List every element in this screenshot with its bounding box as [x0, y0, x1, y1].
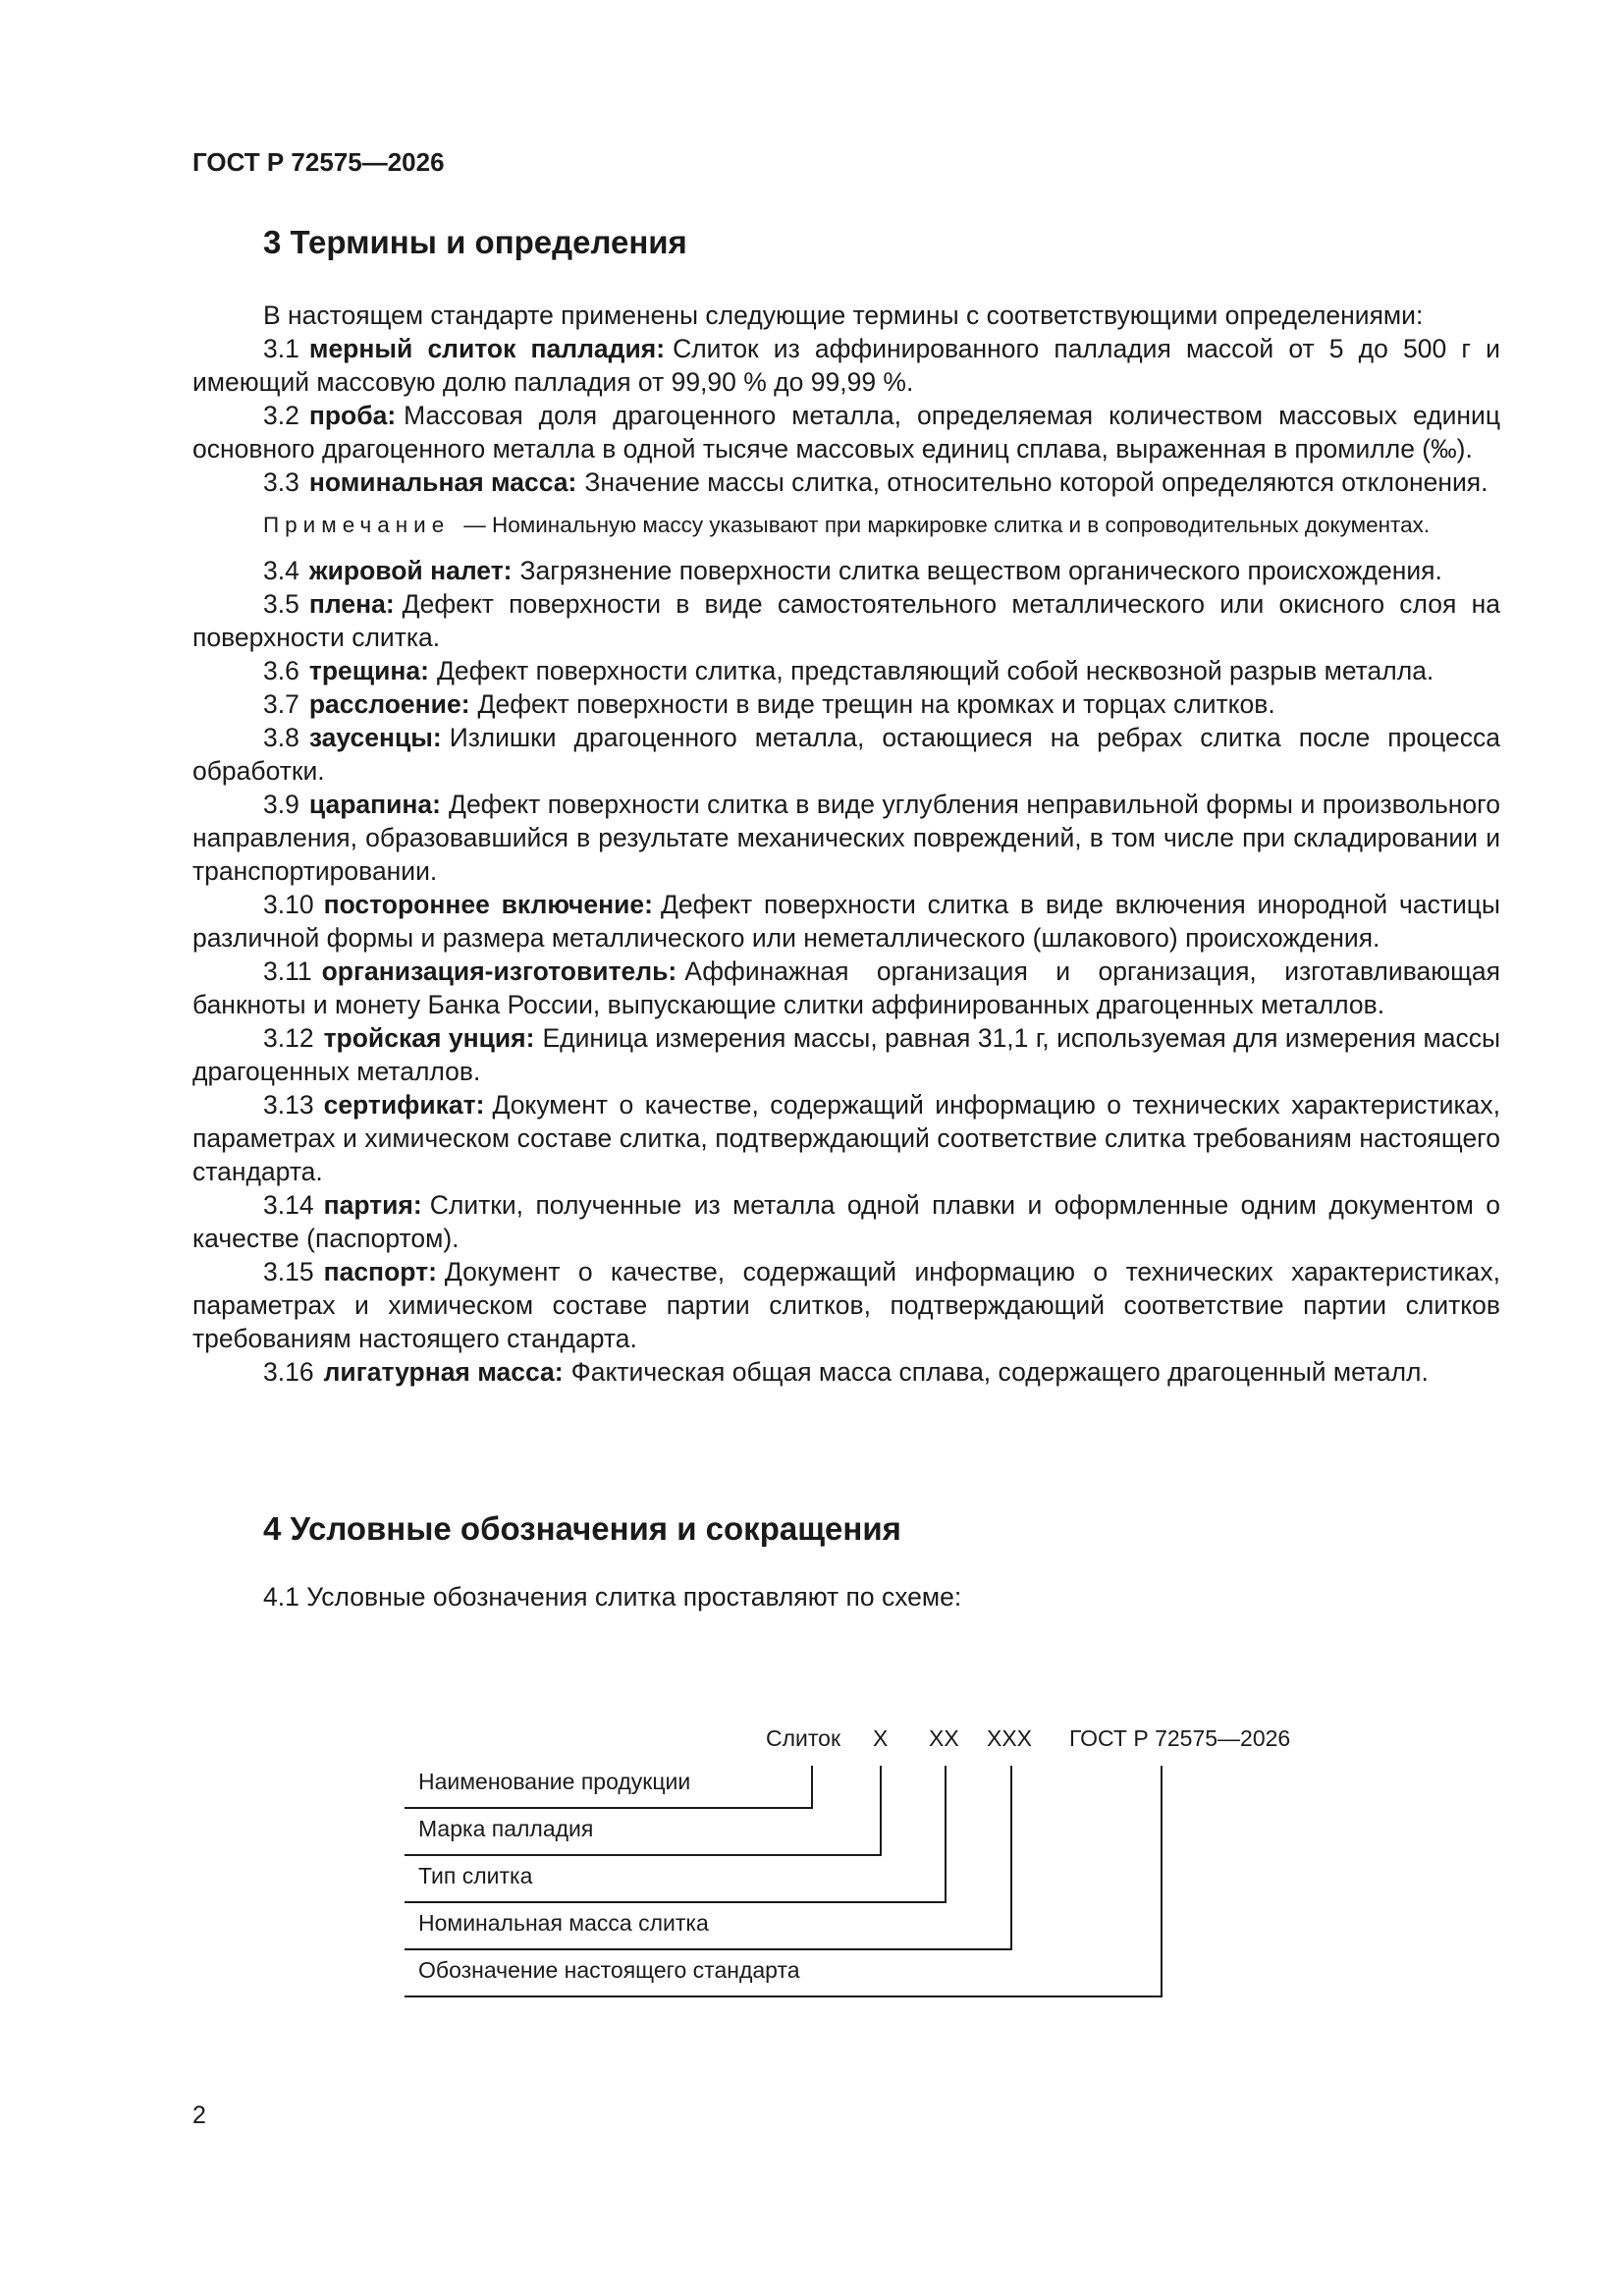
section-4-title: 4 Условные обозначения и сокращения — [263, 1510, 901, 1547]
term-name: постороннее включение: — [323, 890, 653, 919]
term-definition: Аффинажная организация и организация, изготавливающая банкноты и монету Банка России, выпускающие слитки аффинированных драгоценных металлов. — [192, 957, 1500, 1019]
term-name: царапина: — [308, 790, 441, 819]
term-definition: Документ о качестве, содержащий информацию о технических характеристиках, параметрах и химическом составе слитка, подтверждающий соответствие слитка требованиям настоящего стандарта. — [192, 1090, 1500, 1186]
label-standard: Обозначение настоящего стандарта — [418, 1957, 800, 1983]
term-name: плена: — [308, 589, 395, 619]
note-label: Примечание — [263, 513, 451, 537]
term-name: лигатурная масса: — [323, 1357, 564, 1387]
term-number: 3.8 — [263, 723, 299, 752]
label-nominal-mass: Номинальная масса слитка — [418, 1910, 709, 1936]
designation-grade: X — [873, 1725, 889, 1751]
term-name: жировой налет: — [308, 556, 513, 585]
term-definition: Фактическая общая масса сплава, содержащего драгоценный металл. — [570, 1357, 1429, 1387]
term-number: 3.12 — [263, 1023, 314, 1053]
term-number: 3.16 — [263, 1357, 314, 1387]
term-definition: Единица измерения массы, равная 31,1 г, используемая для измерения массы драгоценных металлов. — [192, 1023, 1501, 1086]
section-3-intro: В настоящем стандарте применены следующие термины с соответствующими определениями: — [263, 301, 1424, 330]
term-name: паспорт: — [323, 1257, 437, 1286]
designation-standard: ГОСТ Р 72575—2026 — [1069, 1725, 1291, 1751]
term-name: заусенцы: — [308, 723, 442, 752]
standard-header: ГОСТ Р 72575—2026 — [192, 147, 445, 177]
term-number: 3.11 — [263, 957, 312, 986]
term-definition: Дефект поверхности слитка в виде включения инородной частицы различной формы и размера металлического или неметаллического (шлакового) происхождения. — [192, 890, 1500, 953]
term-number: 3.5 — [263, 589, 299, 619]
term-definition: Излишки драгоценного металла, остающиеся на ребрах слитка после процесса обработки. — [192, 723, 1500, 786]
term-number: 3.7 — [263, 689, 299, 719]
term-name: партия: — [323, 1190, 422, 1220]
term-name: трещина: — [308, 656, 429, 685]
designation-product: Слиток — [766, 1725, 841, 1751]
term-number: 3.2 — [263, 401, 299, 430]
term-name: сертификат: — [323, 1090, 485, 1120]
term-name: номинальная масса: — [308, 467, 577, 497]
term-definition: Слиток из аффинированного палладия массой от 5 до 500 г и имеющий массовую долю палладия от 99,90 % до 99,99 %. — [192, 334, 1500, 397]
term-definition: Дефект поверхности в виде самостоятельного металлического или окисного слоя на поверхности слитка. — [192, 589, 1500, 652]
term-definition: Массовая доля драгоценного металла, определяемая количеством массовых единиц основного драгоценного металла в одной тысяче массовых единиц сплава, выраженная в промилле (‰). — [192, 401, 1500, 464]
term-number: 3.3 — [263, 467, 299, 497]
term-definition: Загрязнение поверхности слитка веществом органического происхождения. — [519, 556, 1442, 585]
term-name: тройская унция: — [323, 1023, 535, 1053]
label-palladium-grade: Марка палладия — [418, 1816, 594, 1841]
section-4-1-text: 4.1 Условные обозначения слитка проставляют по схеме: — [263, 1582, 962, 1612]
term-number: 3.1 — [263, 334, 299, 363]
section-3-title: 3 Термины и определения — [263, 224, 687, 260]
term-name: организация-изготовитель: — [321, 957, 677, 986]
term-number: 3.10 — [263, 890, 314, 919]
term-definition: Документ о качестве, содержащий информацию о технических характеристиках, параметрах и химическом составе партии слитков, подтверждающий соответствие партии слитков требованиям настоящего стандарта. — [192, 1257, 1500, 1353]
term-definition: Дефект поверхности слитка в виде углубления неправильной формы и произвольного направления, образовавшийся в результате механических повреждений, в том числе при складировании и транспортировании. — [192, 790, 1500, 886]
term-number: 3.13 — [263, 1090, 314, 1120]
page-number: 2 — [192, 2102, 206, 2129]
term-number: 3.14 — [263, 1190, 314, 1220]
term-name: мерный слиток палладия: — [308, 334, 666, 363]
note-text: — Номинальную массу указывают при маркировке слитка и в сопроводительных документах. — [463, 513, 1431, 537]
term-definition: Значение массы слитка, относительно которой определяются отклонения. — [584, 467, 1488, 497]
designation-mass: XXX — [987, 1725, 1033, 1751]
term-number: 3.6 — [263, 656, 299, 685]
term-definition: Дефект поверхности слитка, представляющий собой несквозной разрыв металла. — [436, 656, 1434, 685]
term-number: 3.15 — [263, 1257, 314, 1286]
designation-type: XX — [929, 1725, 959, 1751]
label-bar-type: Тип слитка — [418, 1863, 533, 1888]
term-definition: Дефект поверхности в виде трещин на кромках и торцах слитков. — [477, 689, 1275, 719]
term-name: расслоение: — [308, 689, 470, 719]
term-number: 3.4 — [263, 556, 299, 585]
term-definition: Слитки, полученные из металла одной плавки и оформленные одним документом о качестве (паспортом). — [192, 1190, 1500, 1253]
term-name: проба: — [308, 401, 397, 430]
term-number: 3.9 — [263, 790, 299, 819]
label-product-name: Наименование продукции — [418, 1769, 691, 1794]
